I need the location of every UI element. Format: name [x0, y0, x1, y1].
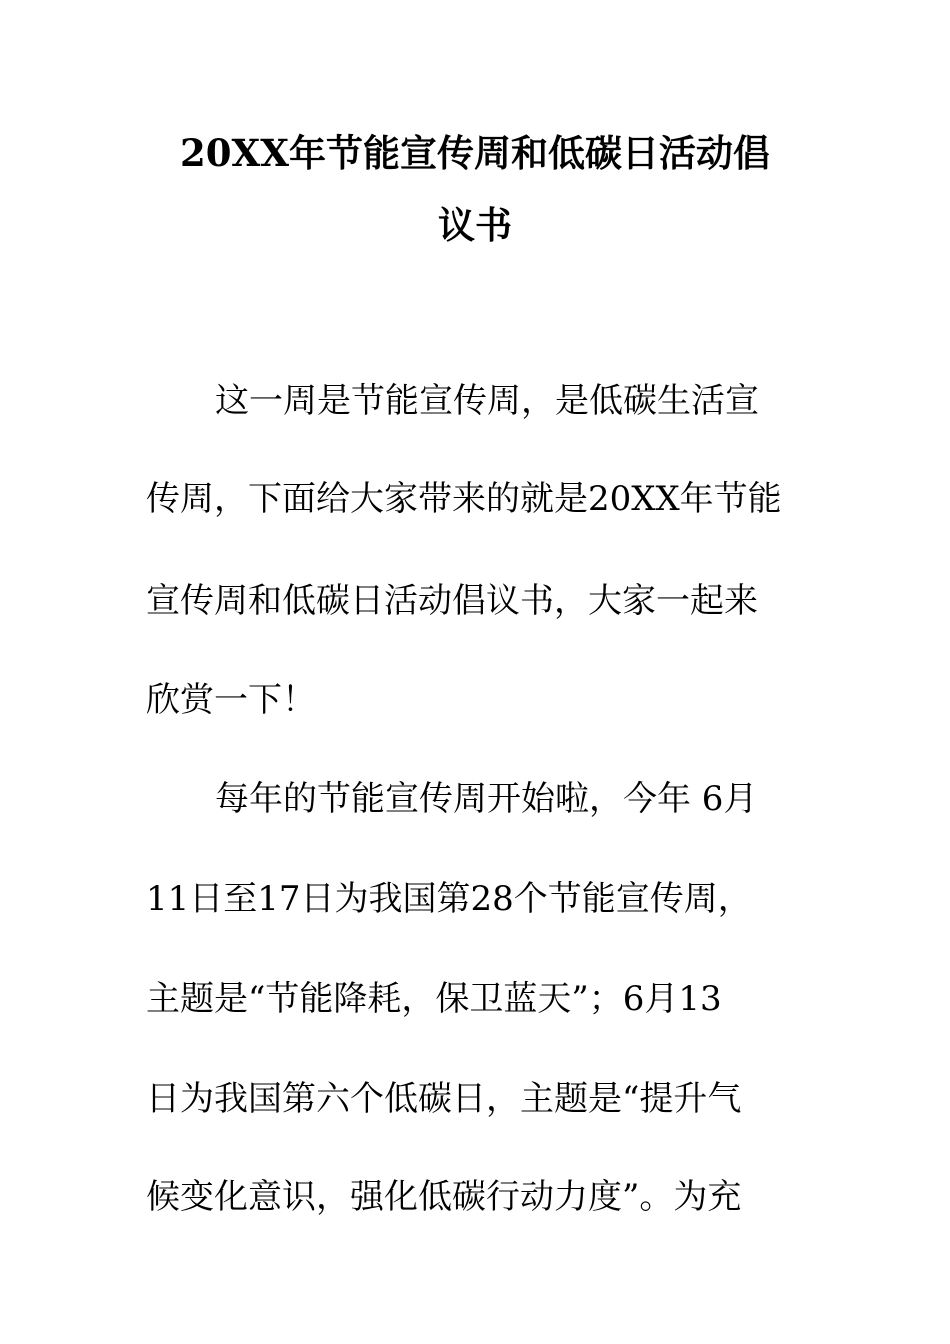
document-title-line-1: 20XX年节能宣传周和低碳日活动倡: [180, 131, 770, 175]
paragraph-2-line-5: 候变化意识，强化低碳行动力度”。为充: [146, 1177, 742, 1217]
paragraph-1-line-1: 这一周是节能宣传周，是低碳生活宣: [215, 381, 759, 421]
paragraph-1-line-2: 传周，下面给大家带来的就是20XX年节能: [146, 479, 782, 519]
paragraph-1-line-4: 欣赏一下！: [146, 680, 316, 720]
paragraph-2-line-2: 11日至17日为我国第28个节能宣传周，: [146, 879, 752, 919]
paragraph-2-line-4: 日为我国第六个低碳日，主题是“提升气: [146, 1079, 742, 1119]
paragraph-1-line-3: 宣传周和低碳日活动倡议书，大家一起来: [146, 581, 758, 621]
document-title-line-2: 议书: [438, 203, 512, 247]
paragraph-2-line-1: 每年的节能宣传周开始啦，今年 6月: [215, 779, 758, 819]
paragraph-2-line-3: 主题是“节能降耗，保卫蓝天”；6月13: [146, 979, 722, 1019]
